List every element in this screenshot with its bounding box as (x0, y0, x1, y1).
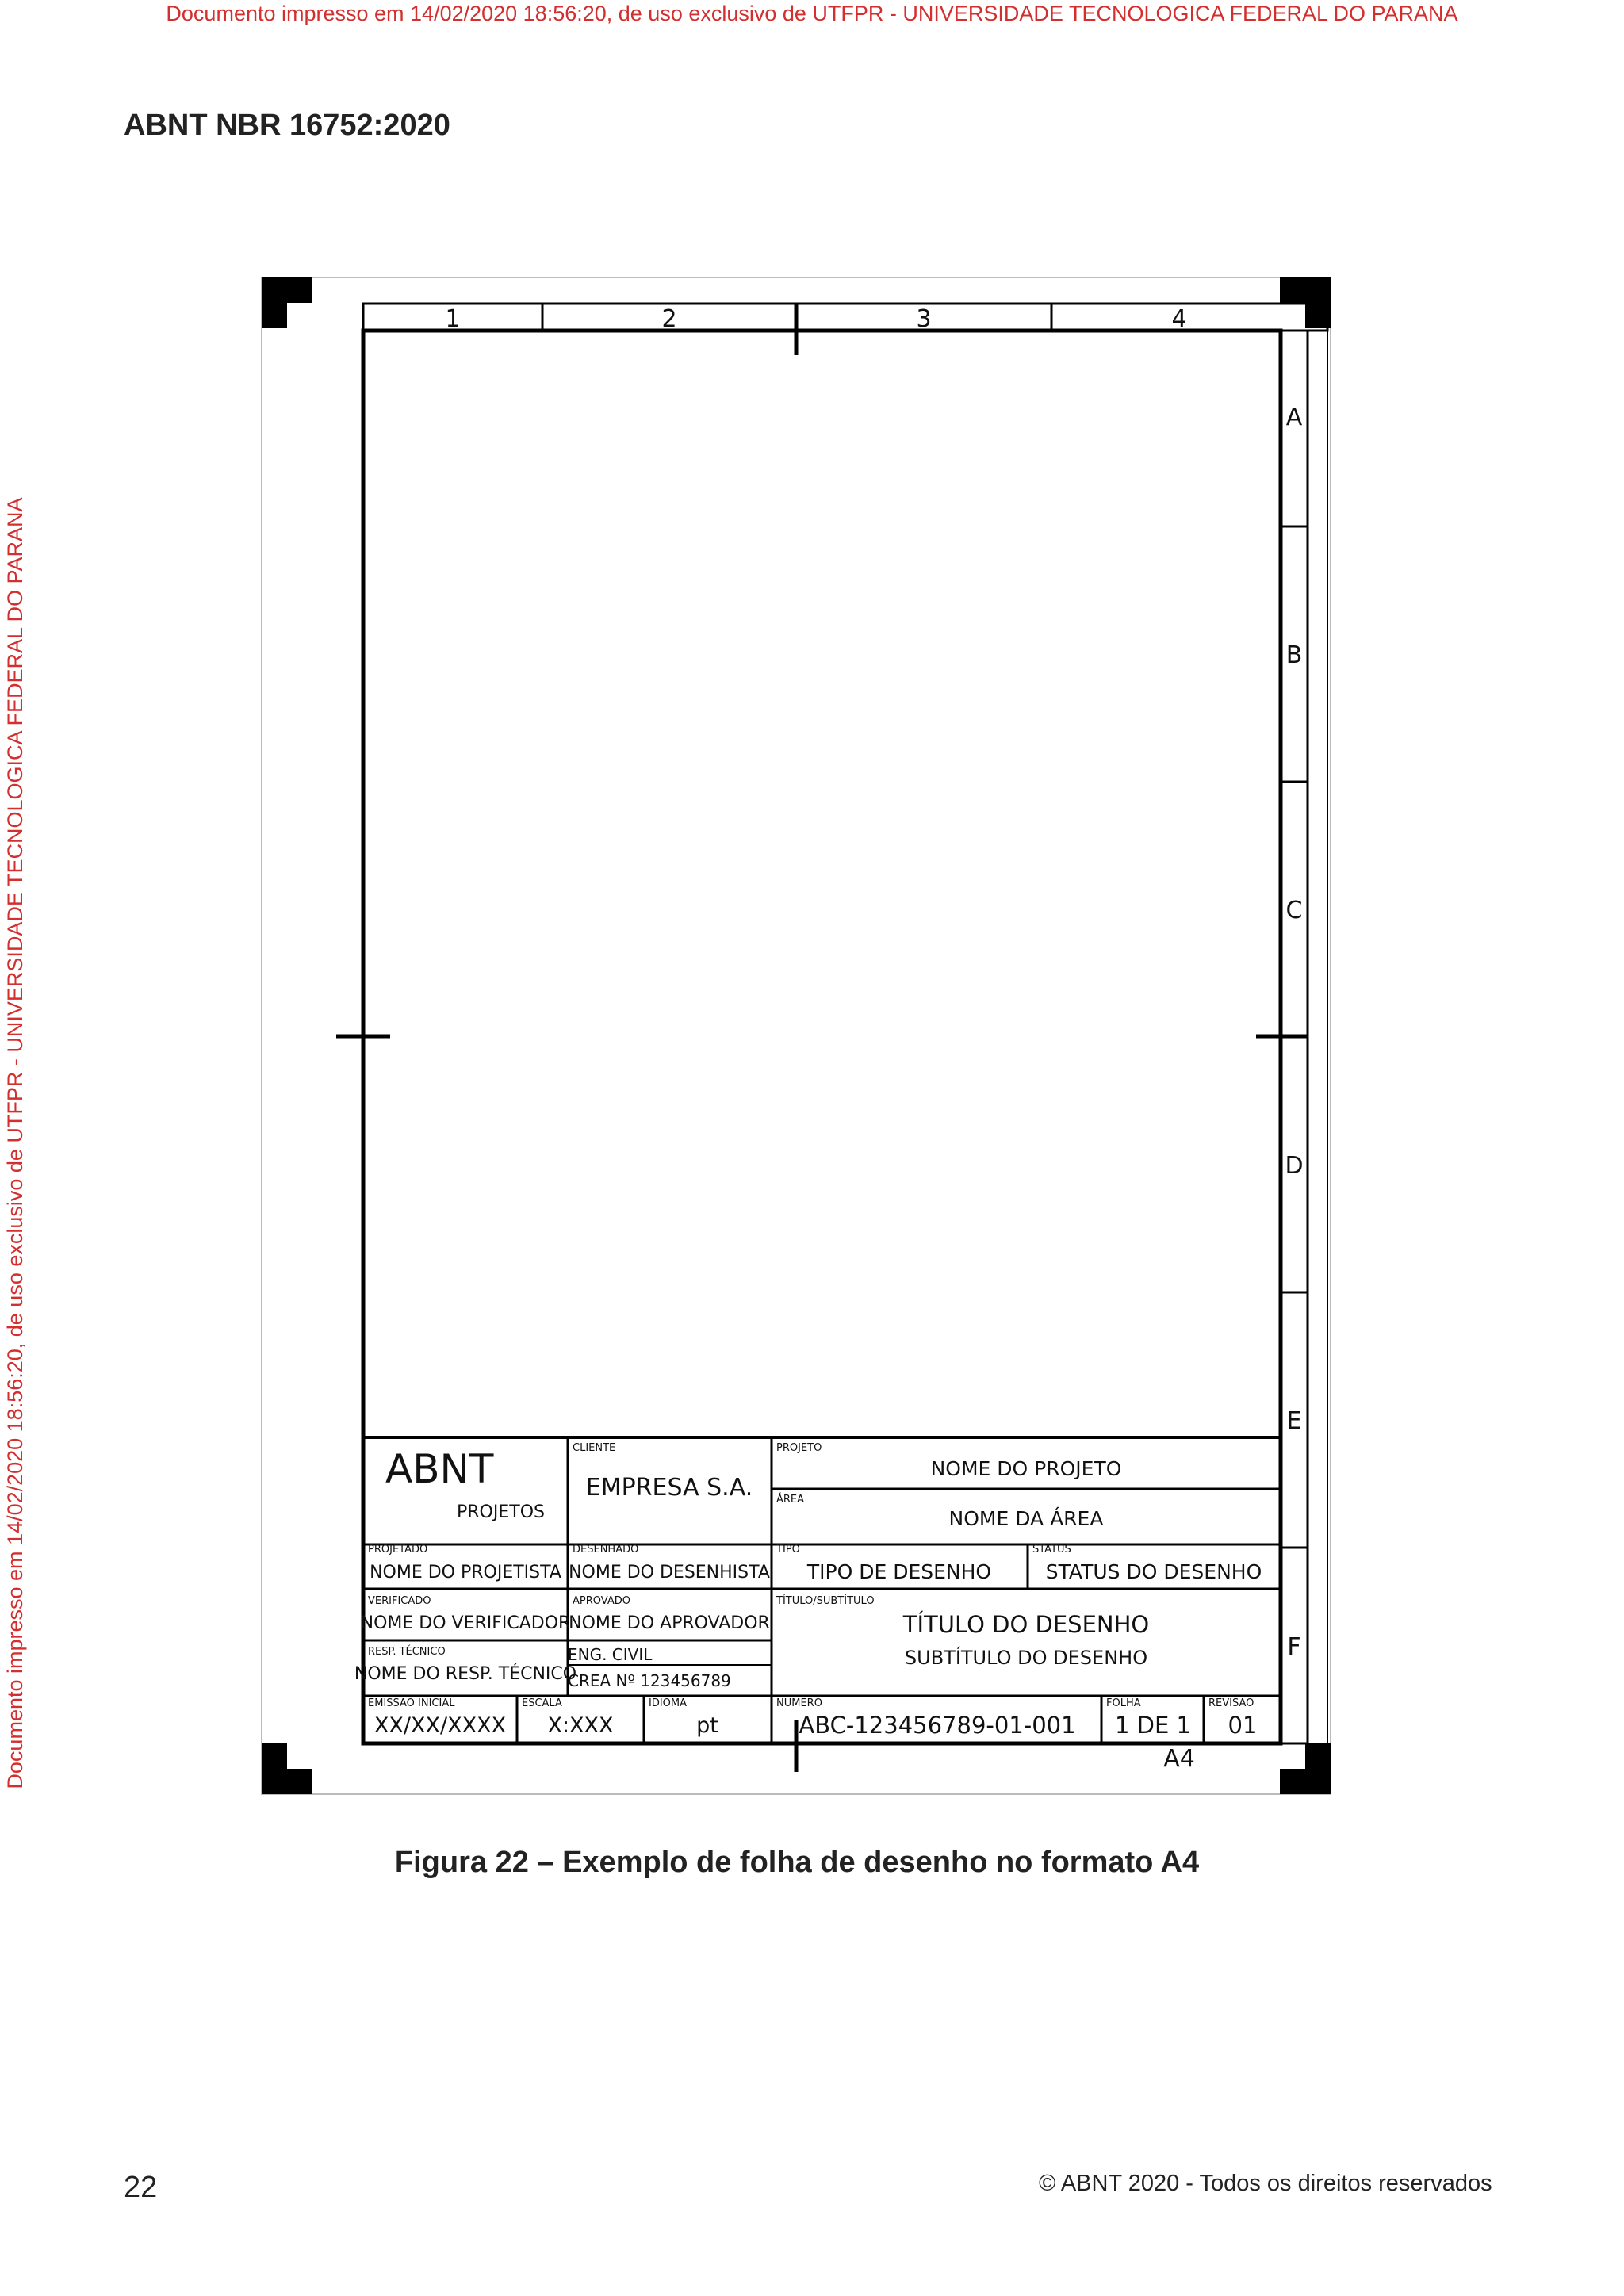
logo-subtext: PROJETOS (457, 1502, 545, 1522)
zone-col-4: 4 (1171, 305, 1187, 333)
resp-tecnico-label: RESP. TÉCNICO (368, 1646, 446, 1658)
idioma-value: pt (696, 1713, 718, 1738)
escala-value: X:XXX (547, 1713, 614, 1738)
zone-row-b: B (1285, 641, 1303, 669)
aprovado-label: APROVADO (573, 1595, 630, 1607)
titulo-label: TÍTULO/SUBTÍTULO (776, 1595, 875, 1607)
folha-label: FOLHA (1106, 1697, 1141, 1709)
projeto-value: NOME DO PROJETO (930, 1457, 1122, 1480)
crea-value: CREA Nº 123456789 (568, 1671, 731, 1690)
cliente-label: CLIENTE (573, 1442, 616, 1454)
numero-value: ABC-123456789-01-001 (799, 1712, 1076, 1739)
zone-col-1: 1 (445, 305, 461, 333)
desenhado-value: NOME DO DESENHISTA (569, 1563, 770, 1582)
status-label: STATUS (1032, 1544, 1071, 1556)
verificado-label: VERIFICADO (368, 1595, 431, 1607)
watermark-top: Documento impresso em 14/02/2020 18:56:20, de uso exclusivo de UTFPR - UNIVERSIDADE TECNOLOGICA FEDERAL DO PARANA (166, 2, 1458, 25)
standard-title: ABNT NBR 16752:2020 (124, 109, 450, 142)
format-label: A4 (1163, 1745, 1195, 1773)
corner-mark-top-left (262, 277, 312, 328)
zone-col-3: 3 (916, 305, 932, 333)
zone-row-a: A (1285, 404, 1303, 431)
status-value: STATUS DO DESENHO (1045, 1560, 1262, 1583)
zone-row-f: F (1287, 1633, 1301, 1661)
desenhado-label: DESENHADO (573, 1544, 639, 1556)
copyright-notice: © ABNT 2020 - Todos os direitos reservados (1039, 2171, 1492, 2196)
numero-label: NÚMERO (776, 1697, 822, 1709)
zone-row-e: E (1286, 1407, 1302, 1435)
resp-tecnico-value: NOME DO RESP. TÉCNICO (354, 1664, 577, 1684)
tipo-value: TIPO DE DESENHO (806, 1560, 992, 1583)
cliente-value: EMPRESA S.A. (585, 1474, 753, 1502)
projetado-label: PROJETADO (368, 1544, 428, 1556)
folha-value: 1 DE 1 (1115, 1712, 1191, 1739)
page-number: 22 (124, 2171, 158, 2204)
idioma-label: IDIOMA (649, 1697, 688, 1709)
zone-row-c: C (1285, 897, 1303, 924)
area-label: ÁREA (776, 1494, 805, 1506)
projeto-label: PROJETO (776, 1442, 822, 1454)
corner-mark-bottom-left (262, 1743, 312, 1794)
emissao-value: XX/XX/XXXX (373, 1713, 507, 1738)
revisao-value: 01 (1228, 1712, 1258, 1739)
projetado-value: NOME DO PROJETISTA (370, 1563, 561, 1582)
watermark-side: Documento impresso em 14/02/2020 18:56:20, de uso exclusivo de UTFPR - UNIVERSIDADE TECNOLOGICA FEDERAL DO PARANA (3, 497, 27, 1789)
subtitulo-value: SUBTÍTULO DO DESENHO (904, 1647, 1148, 1669)
area-value: NOME DA ÁREA (948, 1507, 1104, 1530)
tipo-label: TIPO (776, 1544, 800, 1556)
verificado-value: NOME DO VERIFICADOR (360, 1613, 571, 1633)
titulo-value: TÍTULO DO DESENHO (902, 1611, 1150, 1638)
aprovado-value: NOME DO APROVADOR (569, 1613, 770, 1633)
zone-row-d: D (1285, 1152, 1304, 1180)
figure-caption: Figura 22 – Exemplo de folha de desenho no formato A4 (394, 1846, 1200, 1879)
drawing-frame (360, 331, 1281, 1743)
emissao-label: EMISSÃO INICIAL (368, 1697, 455, 1709)
centering-marks (336, 304, 1307, 1772)
escala-label: ESCALA (522, 1697, 562, 1709)
logo-text: ABNT (385, 1446, 494, 1492)
corner-mark-bottom-right (1280, 1743, 1331, 1794)
revisao-label: REVISÃO (1208, 1697, 1254, 1709)
zone-col-2: 2 (661, 305, 677, 333)
eng-value: ENG. CIVIL (568, 1645, 653, 1664)
